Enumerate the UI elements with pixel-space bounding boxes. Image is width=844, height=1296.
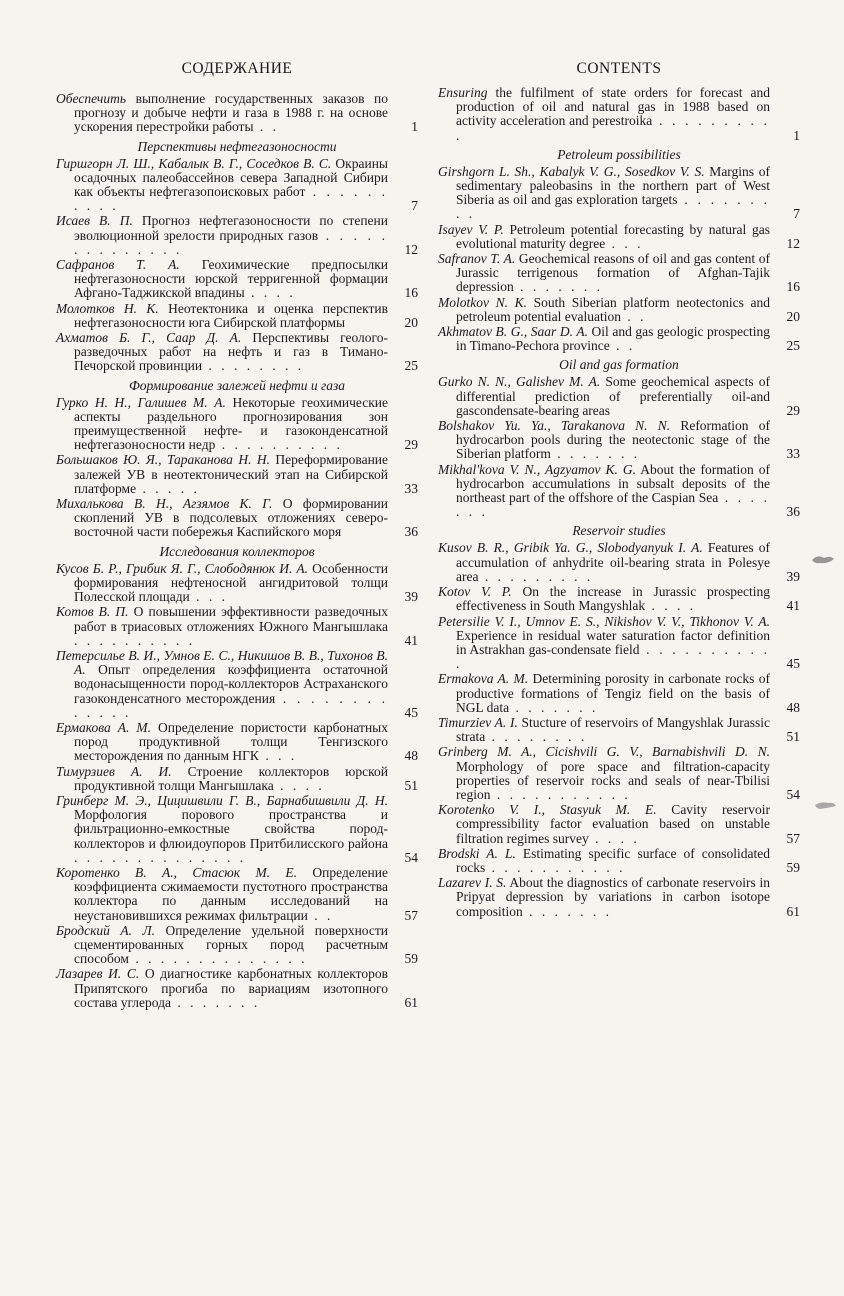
toc-entry-text bbox=[56, 866, 418, 923]
toc-entry-authors: Kotov V. P. bbox=[438, 584, 512, 600]
toc-entry-title: About the diagnostics of carbonate reservoirs in Pripyat depression by variations in carbon isotope composition bbox=[456, 875, 770, 919]
toc-entry-text bbox=[56, 649, 418, 720]
toc-entry-text bbox=[438, 615, 800, 672]
toc-entry-title: Reformation of hydrocarbon pools during the neotectonic stage of the Siberian platform bbox=[456, 418, 770, 462]
toc-entry-title: Переформирование залежей УВ в неотектонический этап на Сибирской платформе bbox=[74, 452, 389, 496]
toc-entry-authors: Ермакова А. М. bbox=[56, 719, 152, 735]
toc-entry-authors: Ermakova A. M. bbox=[438, 671, 529, 687]
toc-entry-title: Морфология порового пространства и фильтрационно-емкостные свойства пород-коллекторов и флюидоупоров Притбилисского района bbox=[74, 807, 388, 851]
toc-entry-authors: Обеспечить bbox=[56, 91, 126, 106]
toc-entry-title: Geochemical reasons of oil and gas content of Jurassic terrigenous formation of Afghan-Tajik depression bbox=[456, 251, 770, 295]
toc-leader-dots: . . . . . . . . . . . . . . bbox=[74, 227, 388, 257]
toc-leader-dots: . . . . . . . . . . . bbox=[485, 859, 626, 875]
toc-leader-dots: . . . bbox=[605, 235, 644, 251]
toc-entry bbox=[56, 497, 418, 540]
toc-leader-dots: . . . . bbox=[588, 830, 640, 846]
toc-entry bbox=[438, 672, 800, 715]
toc-entry bbox=[438, 223, 800, 251]
toc-leader-dots: . . . . . . . . bbox=[202, 358, 305, 374]
toc-entry-authors: Grinberg M. A., Cicishvili G. V., Barnabishvili D. N. bbox=[438, 744, 770, 760]
toc-entry bbox=[438, 463, 800, 520]
toc-entry-authors: Timurziev A. I. bbox=[438, 714, 518, 730]
toc-page-number: 61 bbox=[404, 994, 418, 1010]
english-heading: CONTENTS bbox=[576, 60, 662, 77]
toc-section-title: Reservoir studies bbox=[572, 523, 666, 539]
toc-page-number: 33 bbox=[404, 480, 418, 496]
toc-leader-dots: . . . . . . . . . bbox=[478, 568, 594, 584]
toc-entry-text bbox=[56, 967, 418, 1010]
toc-entry-title: Experience in residual water saturation factor definition in Astrakhan gas-condensate field bbox=[456, 627, 770, 657]
toc-page-number: 16 bbox=[404, 285, 418, 301]
toc-entry-authors: Бродский А. Л. bbox=[56, 922, 155, 938]
toc-entry-text bbox=[438, 541, 800, 584]
toc-entry-text bbox=[56, 562, 418, 605]
toc-entry-title: Геохимические предпосылки нефтегазоносности юрской терригенной формации Афгано-Таджикской впадины bbox=[74, 257, 388, 301]
toc-entry bbox=[438, 745, 800, 802]
toc-entry-authors: Ахматов Б. Г., Саар Д. А. bbox=[56, 330, 242, 346]
toc-entry-title: Margins of sedimentary paleobasins in the northern part of West Siberia as oil and gas exploration targets bbox=[456, 163, 771, 208]
toc-entry bbox=[56, 396, 418, 453]
toc-entry bbox=[438, 86, 800, 143]
toc-page-number: 7 bbox=[411, 198, 418, 214]
toc-page-number: 48 bbox=[786, 699, 800, 715]
toc-page-number: 45 bbox=[786, 656, 800, 672]
toc-entry-title: Cavity reservoir compressibility factor evaluation based on unstable filtration regimes survey bbox=[456, 802, 770, 846]
russian-entries bbox=[56, 92, 418, 1010]
toc-entry bbox=[438, 716, 800, 744]
toc-page-number: 1 bbox=[793, 127, 800, 143]
toc-page-number: 41 bbox=[404, 632, 418, 648]
toc-entry-text bbox=[438, 252, 800, 295]
toc-entry-text bbox=[438, 745, 800, 802]
toc-entry-text bbox=[56, 765, 418, 793]
toc-entry-text bbox=[438, 223, 800, 251]
toc-page-number: 29 bbox=[404, 437, 418, 453]
toc-entry bbox=[56, 605, 418, 648]
toc-entry bbox=[438, 541, 800, 584]
toc-page-number: 39 bbox=[404, 589, 418, 605]
toc-entry bbox=[56, 721, 418, 764]
toc-entry-text bbox=[56, 794, 418, 865]
toc-entry-text bbox=[56, 214, 418, 257]
toc-entry-title: О повышении эффективности разведочных работ в триасовых отложениях Южного Мангышлака bbox=[74, 604, 388, 634]
toc-entry-text bbox=[438, 296, 800, 324]
toc-leader-dots: . . . . . . . bbox=[513, 279, 603, 295]
toc-entry-text bbox=[56, 396, 418, 453]
toc-page-number: 33 bbox=[786, 446, 800, 462]
toc-leader-dots: . . . . bbox=[645, 598, 697, 614]
toc-leader-dots: . . bbox=[307, 907, 334, 923]
toc-entry-authors: Petersilie V. I., Umnov E. S., Nikishov V. V., Tikhonov V. A. bbox=[438, 613, 770, 629]
toc-entry-title: Определение удельной поверхности сцементированных горных пород расчетным способом bbox=[74, 922, 388, 967]
toc-page-number: 45 bbox=[404, 704, 418, 720]
toc-entry bbox=[56, 967, 418, 1010]
toc-entry bbox=[56, 453, 418, 496]
toc-entry-title: Some geochemical aspects of differential prediction of preferentially oil-and gascondensate-bearing areas bbox=[456, 374, 770, 418]
toc-entry-text bbox=[438, 803, 800, 846]
toc-leader-dots: . . . . . . . bbox=[456, 490, 770, 520]
english-contents-column bbox=[438, 60, 800, 920]
toc-section-title: Перспективы нефтегазоносности bbox=[137, 138, 337, 154]
toc-entry-title: Определение коэффициента сжимаемости пустотного пространства коллектора по данным исследований на неустановившихся режимах фильтрации bbox=[74, 864, 388, 923]
toc-entry-title: О диагностике карбонатных коллекторов Припятского прогиба по вариациям изотопного состава углерода bbox=[74, 966, 388, 1010]
toc-entry-text bbox=[56, 453, 418, 496]
toc-leader-dots: . . . bbox=[258, 748, 298, 764]
toc-entry-authors: Safranov T. A. bbox=[438, 251, 516, 267]
toc-entry-title: Неотектоника и оценка перспектив нефтегазоносности юга Сибирской платформы bbox=[74, 300, 388, 330]
toc-page-number: 36 bbox=[404, 524, 418, 540]
toc-entry-authors: Тимурзиев А. И. bbox=[56, 763, 172, 779]
toc-page-number: 61 bbox=[786, 903, 800, 919]
toc-entry-text bbox=[56, 331, 418, 374]
toc-leader-dots: . . . . . . . . . . . . . bbox=[74, 690, 389, 720]
toc-page-number: 29 bbox=[786, 402, 800, 418]
toc-page-number: 41 bbox=[786, 598, 800, 614]
toc-entry-authors: Ensuring bbox=[438, 85, 488, 100]
toc-entry-authors: Gurko N. N., Galishev M. A. bbox=[438, 374, 601, 390]
toc-leader-dots: . . . . . . . . . . bbox=[74, 632, 196, 648]
toc-leader-dots: . . . . bbox=[244, 285, 296, 301]
english-entries bbox=[438, 86, 800, 919]
toc-entry-authors: Большаков Ю. Я., Тараканова Н. Н. bbox=[56, 452, 270, 468]
margin-smudge-mark bbox=[812, 798, 834, 808]
toc-entry-authors: Akhmatov B. G., Saar D. A. bbox=[438, 324, 588, 340]
toc-leader-dots: . . bbox=[253, 119, 280, 135]
toc-entry-authors: Гринберг М. Э., Цицишвили Г. В., Барнабишвили Д. Н. bbox=[56, 792, 388, 808]
toc-entry-text bbox=[56, 497, 418, 540]
toc-entry-text bbox=[438, 325, 800, 353]
toc-entry bbox=[56, 794, 418, 865]
toc-entry-authors: Лазарев И. С. bbox=[56, 966, 140, 982]
toc-entry-title: South Siberian platform neotectonics and petroleum potential evaluation bbox=[456, 294, 770, 324]
toc-entry bbox=[56, 649, 418, 720]
toc-page-number: 48 bbox=[404, 748, 418, 764]
toc-leader-dots: . . . . . . . . . bbox=[456, 192, 771, 222]
toc-leader-dots: . . . . . . . . . . bbox=[74, 184, 389, 214]
toc-section-title: Oil and gas formation bbox=[559, 357, 679, 373]
toc-entry-authors: Bolshakov Yu. Ya., Tarakanova N. N. bbox=[438, 418, 671, 434]
toc-leader-dots: . . . . . . . bbox=[522, 903, 612, 919]
toc-entry-title: Перспективы геолого-разведочных работ на нефть и газ в Тимано-Печорской провинции bbox=[74, 330, 388, 374]
toc-entry-authors: Girshgorn L. Sh., Kabalyk V. G., Sosedkov V. S. bbox=[438, 163, 705, 179]
toc-leader-dots: . . . . . . . bbox=[171, 994, 261, 1010]
toc-page-number: 51 bbox=[404, 777, 418, 793]
toc-entry bbox=[438, 876, 800, 919]
toc-entry-title: Окраины осадочных палеобассейнов севера Западной Сибири как объекты нефтегазопоисковых работ bbox=[74, 155, 388, 200]
toc-entry bbox=[438, 803, 800, 846]
toc-entry-title: Опыт определения коэффициента остаточной водонасыщенности пород-коллекторов Астраханского газоконденсатного месторождения bbox=[74, 662, 388, 706]
toc-leader-dots: . . . bbox=[189, 589, 229, 605]
toc-entry-authors: Сафранов Т. А. bbox=[56, 257, 180, 273]
toc-entry-authors: Гиршгорн Л. Ш., Кабалык В. Г., Соседков В. С. bbox=[56, 155, 332, 171]
toc-page-number: 20 bbox=[786, 308, 800, 324]
toc-entry-text bbox=[438, 463, 800, 520]
toc-entry-text bbox=[438, 716, 800, 744]
toc-entry bbox=[56, 302, 418, 330]
toc-leader-dots: . . . . . . . bbox=[509, 699, 599, 715]
toc-entry-text bbox=[56, 157, 418, 214]
toc-entry-authors: Гурко Н. Н., Галишев М. А. bbox=[56, 394, 226, 410]
toc-entry bbox=[56, 214, 418, 257]
toc-entry bbox=[438, 252, 800, 295]
toc-entry-authors: Кусов Б. Р., Грибик Я. Г., Слободянюк И. А. bbox=[56, 560, 309, 576]
toc-entry-text bbox=[438, 165, 800, 222]
toc-entry-title: the fulfilment of state orders for forecast and production of oil and natural gas in 1988 based on activity acceleration and perestroika bbox=[456, 85, 770, 129]
toc-entry-text bbox=[56, 924, 418, 967]
toc-entry bbox=[438, 585, 800, 613]
toc-entry-text bbox=[438, 876, 800, 919]
toc-entry-title: On the increase in Jurassic prospecting effectiveness in South Mangyshlak bbox=[456, 584, 771, 614]
toc-entry-title: Некоторые геохимические аспекты раздельного прогнозирования зон преимущественной нефте- и газоконденсатной нефтегазоносности недр bbox=[74, 394, 388, 453]
toc-entry bbox=[438, 419, 800, 462]
toc-page-number: 25 bbox=[786, 338, 800, 354]
toc-entry-title: Morphology of pore space and filtration-capacity properties of reservoir rocks and seals of near-Tbilisi region bbox=[456, 758, 770, 802]
toc-entry-text bbox=[438, 419, 800, 462]
toc-leader-dots: . . . . . . . bbox=[550, 446, 641, 462]
toc-entry-title: Determining porosity in carbonate rocks of productive formations of Tengiz field on the basis of NGL data bbox=[456, 671, 771, 715]
toc-entry-title: Stucture of reservoirs of Mangyshlak Jurassic strata bbox=[456, 714, 770, 745]
toc-entry-authors: Isayev V. P. bbox=[438, 221, 504, 237]
toc-entry-title: Строение коллекторов юрской продуктивной толщи Мангышлака bbox=[74, 763, 388, 793]
toc-entry bbox=[438, 375, 800, 418]
toc-page-number: 16 bbox=[786, 279, 800, 295]
toc-entry-text bbox=[438, 672, 800, 715]
toc-entry bbox=[438, 325, 800, 353]
toc-entry bbox=[438, 847, 800, 875]
toc-entry-authors: Molotkov N. K. bbox=[438, 294, 527, 310]
toc-entry-authors: Mikhal'kova V. N., Agzyamov K. G. bbox=[438, 461, 636, 477]
toc-entry-authors: Исаев В. П. bbox=[56, 213, 133, 229]
toc-leader-dots: . . . . . . . . . . . . . . bbox=[74, 849, 247, 865]
toc-entry bbox=[438, 165, 800, 222]
toc-entry-authors: Korotenko V. I., Stasyuk M. E. bbox=[438, 802, 657, 818]
toc-section-title: Petroleum possibilities bbox=[557, 146, 681, 162]
toc-entry-title: Estimating specific surface of consolidated rocks bbox=[456, 845, 771, 875]
toc-entry-title: Прогноз нефтегазоносности по степени эволюционной зрелости природных газов bbox=[74, 213, 388, 243]
toc-page-number: 57 bbox=[404, 907, 418, 923]
russian-heading: СОДЕРЖАНИЕ bbox=[181, 60, 293, 77]
toc-leader-dots: . . . . bbox=[273, 777, 325, 793]
toc-entry-authors: Kusov B. R., Gribik Ya. G., Slobodyanyuk I. A. bbox=[438, 540, 703, 556]
toc-leader-dots: . . . . . bbox=[136, 480, 200, 496]
toc-entry-title: Petroleum potential forecasting by natural gas evolutional maturity degree bbox=[456, 221, 770, 251]
toc-page-number: 54 bbox=[404, 849, 418, 865]
toc-entry-authors: Коротенко В. А., Стасюк М. Е. bbox=[56, 864, 298, 880]
toc-entry-authors: Михалькова В. Н., Агзямов К. Г. bbox=[56, 496, 273, 512]
toc-page-number: 12 bbox=[404, 241, 418, 257]
toc-entry-authors: Brodski A. L. bbox=[438, 845, 516, 861]
toc-entry bbox=[438, 296, 800, 324]
toc-leader-dots: . . bbox=[609, 338, 636, 354]
toc-page-number: 36 bbox=[786, 504, 800, 520]
toc-page-number: 25 bbox=[404, 358, 418, 374]
toc-page-number: 59 bbox=[786, 859, 800, 875]
toc-entry bbox=[56, 331, 418, 374]
toc-entry bbox=[56, 866, 418, 923]
toc-page-number: 1 bbox=[411, 119, 418, 135]
toc-entry-title: Oil and gas geologic prospecting in Timano-Pechora province bbox=[456, 324, 770, 354]
toc-leader-dots: . . . . . . . . . . bbox=[215, 437, 343, 453]
margin-smudge-mark bbox=[810, 552, 832, 562]
toc-entry-authors: Петерсилье В. И., Умнов Е. С., Никишов В. В., Тихонов В. А. bbox=[56, 647, 388, 678]
toc-entry-text bbox=[56, 721, 418, 764]
toc-entry-title: Особенности формирования нефтеносной ангидритовой толщи Полесской площади bbox=[74, 560, 389, 605]
toc-section-title: Исследования коллекторов bbox=[159, 543, 315, 559]
toc-leader-dots: . . . . . . . . . . . bbox=[456, 641, 771, 672]
toc-entry-text bbox=[56, 92, 418, 135]
toc-leader-dots: . . . . . . . . . . . . . . bbox=[128, 951, 308, 967]
toc-entry-text bbox=[438, 585, 800, 613]
toc-leader-dots: . . . . . . . . . . . bbox=[490, 786, 631, 802]
toc-entry bbox=[56, 765, 418, 793]
toc-entry-text bbox=[56, 258, 418, 301]
toc-page-number: 51 bbox=[786, 729, 800, 745]
toc-entry bbox=[56, 92, 418, 135]
toc-page-number: 39 bbox=[786, 568, 800, 584]
toc-entry bbox=[56, 924, 418, 967]
toc-entry-title: About the formation of hydrocarbon accumulations in subsalt deposits of the northeast part of the offshore of the Caspian Sea bbox=[456, 461, 770, 506]
toc-entry bbox=[56, 258, 418, 301]
toc-page-number: 20 bbox=[404, 314, 418, 330]
toc-section-title: Формирование залежей нефти и газа bbox=[128, 377, 346, 393]
russian-contents-column bbox=[56, 60, 418, 1011]
toc-entry-text bbox=[438, 847, 800, 875]
toc-entry-text bbox=[438, 375, 800, 418]
toc-page-number: 12 bbox=[786, 235, 800, 251]
toc-entry-text bbox=[56, 302, 418, 330]
toc-entry bbox=[438, 615, 800, 672]
toc-entry-title: Определение пористости карбонатных пород продуктивной толщи Тенгизского месторождения по данным НГК bbox=[74, 719, 388, 764]
toc-page-number: 59 bbox=[404, 951, 418, 967]
toc-leader-dots: . . bbox=[620, 308, 647, 324]
toc-leader-dots: . . . . . . . . bbox=[485, 729, 588, 745]
toc-page-number: 54 bbox=[786, 786, 800, 802]
toc-entry-title: О формировании скоплений УВ в подсолевых отложениях северо-восточной части побережья Каспийского моря bbox=[74, 496, 388, 540]
toc-entry-authors: Котов В. П. bbox=[56, 604, 129, 620]
toc-entry bbox=[56, 562, 418, 605]
toc-entry-title: выполнение государственных заказов по прогнозу и добыче нефти и газа в 1988 г. на основе ускорения перестройки работы bbox=[74, 91, 388, 135]
toc-entry-text bbox=[56, 605, 418, 648]
toc-entry-text bbox=[438, 86, 800, 143]
toc-entry bbox=[56, 157, 418, 214]
toc-page-number: 7 bbox=[793, 206, 800, 222]
toc-page-number: 57 bbox=[786, 830, 800, 846]
toc-entry-authors: Lazarev I. S. bbox=[438, 875, 507, 891]
toc-leader-dots: . . . . . . . . . . bbox=[456, 113, 771, 143]
toc-entry-authors: Молотков Н. К. bbox=[56, 300, 159, 316]
toc-entry-title: Features of accumulation of anhydrite oil-bearing strata in Polesye area bbox=[456, 540, 771, 584]
